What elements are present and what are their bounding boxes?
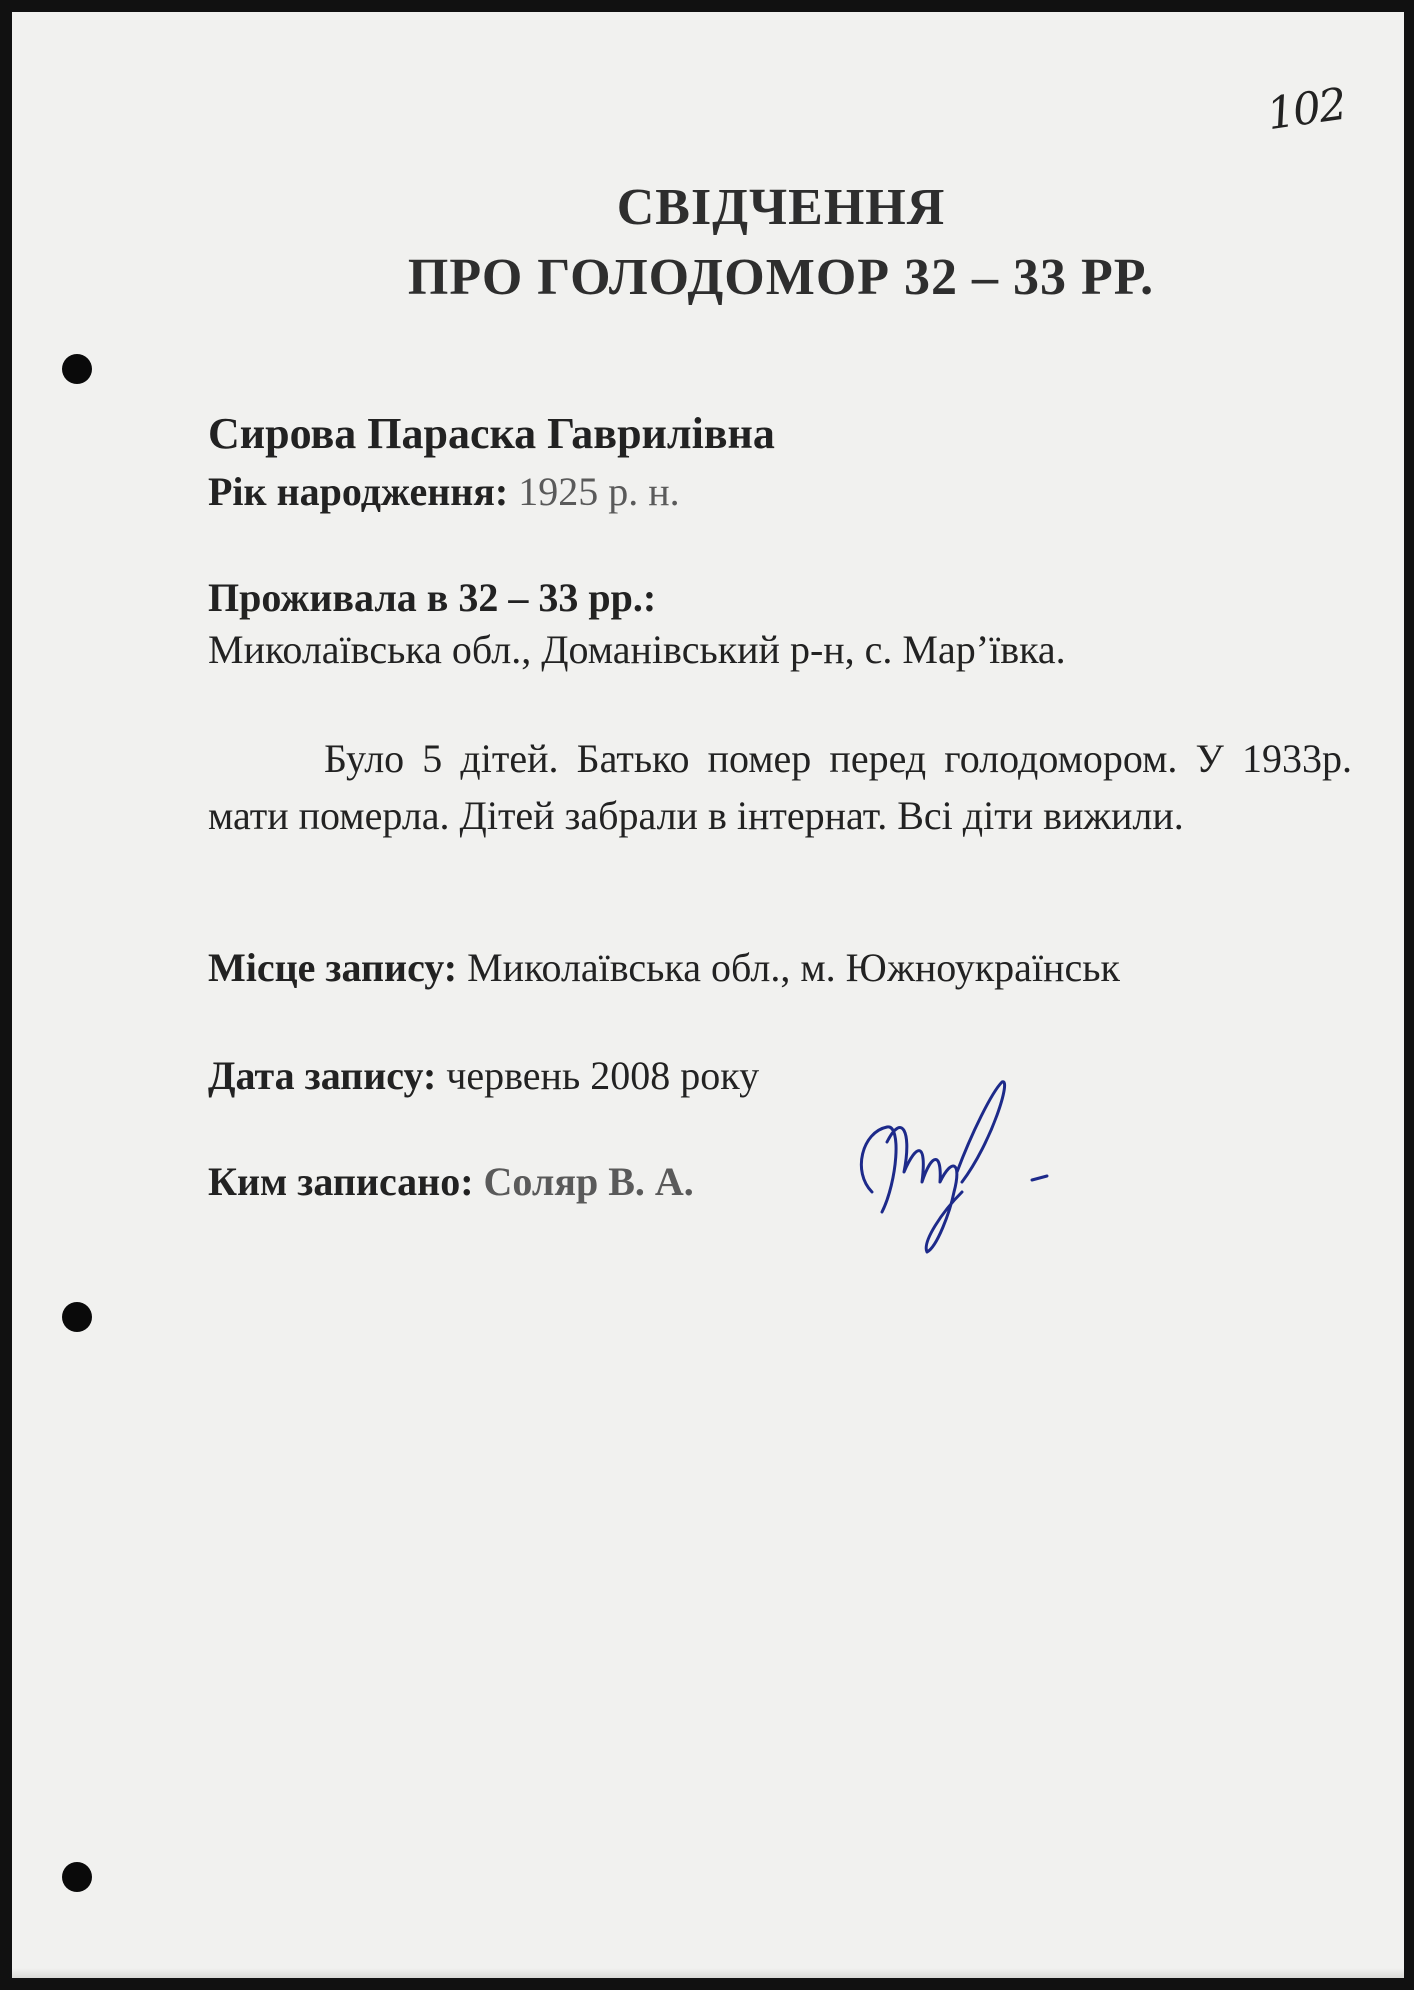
- testimony-text: Було 5 дітей. Батько помер перед голодомором. У 1933р. мати померла. Дітей забрали в інтернат. Всі діти вижили.: [208, 736, 1352, 838]
- residence-label: Проживала в 32 – 33 рр.:: [208, 575, 657, 620]
- recorded-by-label: Ким записано:: [208, 1159, 474, 1204]
- birth-value: 1925 р. н.: [518, 469, 680, 514]
- person-name: Сирова Параска Гаврилівна: [208, 409, 775, 458]
- residence-value: Миколаївська обл., Доманівський р-н, с. Мар’ївка.: [208, 627, 1066, 672]
- punch-hole-bottom: [62, 1862, 92, 1892]
- document-page: [12, 12, 1404, 1978]
- recorded-by-line: [208, 1158, 694, 1205]
- record-place-value: Миколаївська обл., м. Южноукраїнськ: [467, 945, 1120, 990]
- record-date-value: червень 2008 року: [446, 1053, 760, 1098]
- document-subtitle: ПРО ГОЛОДОМОР 32 – 33 РР.: [407, 249, 1155, 306]
- punch-hole-top: [62, 354, 92, 384]
- punch-hole-middle: [62, 1302, 92, 1332]
- signature: [842, 1072, 1102, 1272]
- record-date-label: Дата запису:: [208, 1053, 437, 1098]
- document-title: СВІДЧЕННЯ: [616, 179, 946, 236]
- birth-label: Рік народження:: [208, 469, 509, 514]
- recorded-by-value: Соляр В. А.: [483, 1159, 694, 1204]
- birth-line: [208, 468, 680, 515]
- handwritten-page-number: 102: [1263, 78, 1349, 141]
- record-place-label: Місце запису:: [208, 945, 458, 990]
- record-place-line: [208, 944, 1120, 991]
- record-date-line: [208, 1052, 759, 1099]
